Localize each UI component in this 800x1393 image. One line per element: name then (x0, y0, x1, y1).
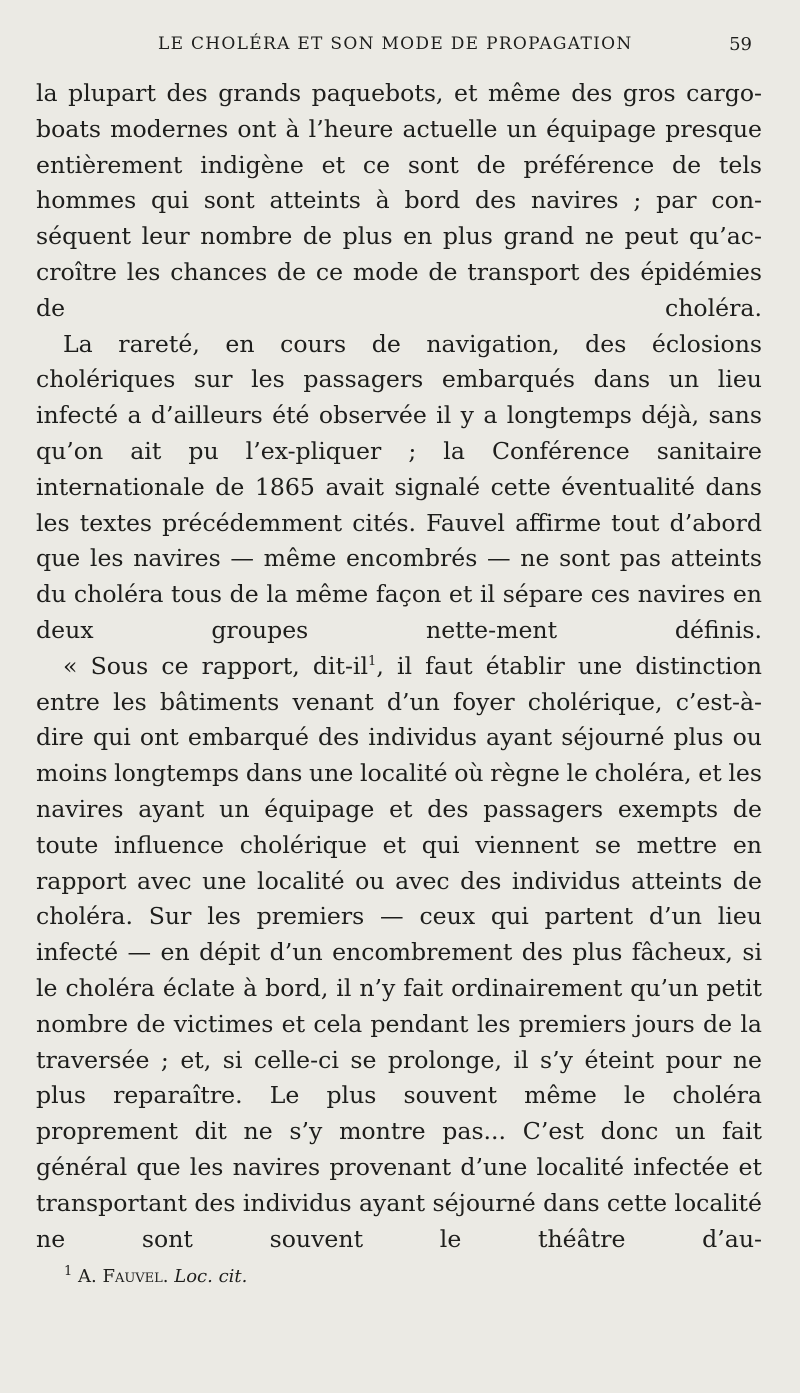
paragraph-2: La rareté, en cours de navigation, des éclosions cholériques sur les passagers embarqués dans un lieu infecté a d’ailleurs été observée il y a longtemps déjà, sans qu’on ait pu l’ex-pliquer ; la Conférence sanitaire internationale de 1865 avait signalé cette éventualité dans les textes précédemment cités. Fauvel affirme tout d’abord que les navires — même encombrés — ne sont pas atteints du choléra tous de la même façon et il sépare ces navires en deux groupes nette-ment définis. (36, 329, 762, 644)
footnote (64, 1266, 247, 1287)
running-head (0, 34, 800, 60)
footnote-author: A. Fauvel. (78, 1266, 169, 1287)
footnote-reference-text: Loc. cit. (174, 1266, 248, 1287)
page-number: 59 (729, 34, 752, 55)
footnote-marker: 1 (64, 1264, 73, 1279)
paragraph-3-start: « Sous ce rapport, dit-il (63, 651, 369, 680)
body-text (36, 76, 762, 1257)
footnote-reference: 1 (368, 653, 377, 669)
paragraph-1: la plupart des grands paquebots, et même des gros cargo-boats modernes ont à l’heure actuelle un équipage presque entièrement indigène et ce sont de préférence de tels hommes qui sont atteints à bord des navires ; par con-séquent leur nombre de plus en plus grand ne peut qu’ac-croître les chances de ce mode de transport des épidémies de choléra. (36, 79, 762, 322)
paragraph-3-rest: , il faut établir une distinction entre les bâtiments venant d’un foyer cholérique, c’est-à-dire qui ont embarqué des individus ayant séjourné plus ou moins longtemps dans une localité où règne le choléra, et les navires ayant un équipage et des passagers exempts de toute influence cholérique et qui viennent se mettre en rapport avec une localité ou avec des individus atteints de choléra. Sur les premiers — ceux qui partent d’un lieu infecté — en dépit d’un encombrement des plus fâcheux, si le choléra éclate à bord, il n’y fait ordinairement qu’un petit nombre de victimes et cela pendant les premiers jours de la traversée ; et, si celle-ci se prolonge, il s’y éteint pour ne plus reparaître. Le plus souvent même le choléra proprement dit ne s’y montre pas... C’est donc un fait général que les navires provenant d’une localité infectée et transportant des individus ayant séjourné dans cette localité ne sont souvent le théâtre d’au- (36, 651, 762, 1253)
paragraph-3 (36, 649, 762, 1258)
running-title: LE CHOLÉRA ET SON MODE DE PROPAGATION (158, 34, 633, 54)
